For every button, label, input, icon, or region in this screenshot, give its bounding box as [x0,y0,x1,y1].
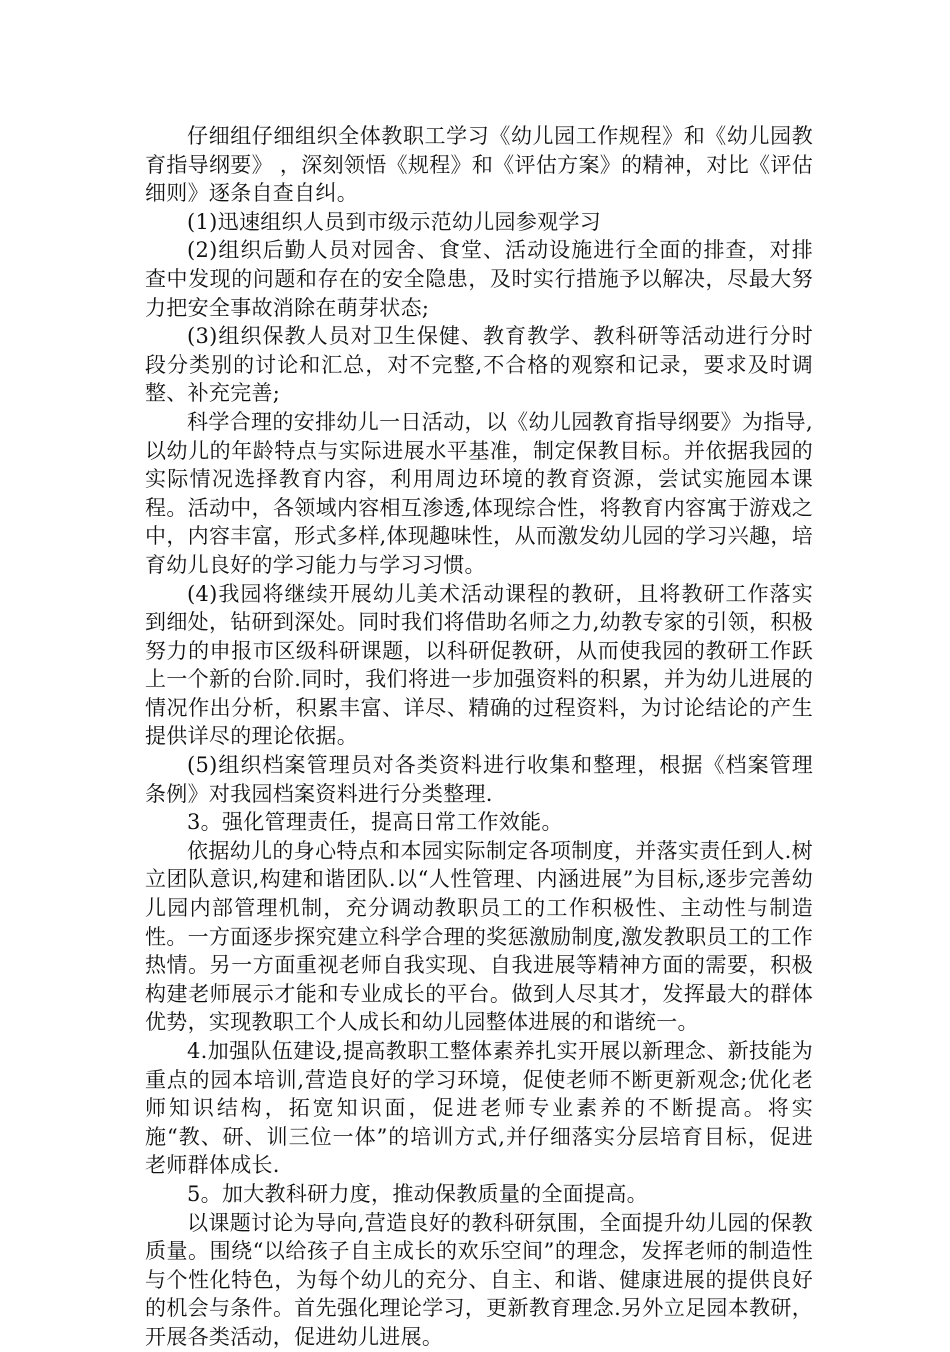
paragraph: 仔细组仔细组织全体教职工学习《幼儿园工作规程》和《幼儿园教育指导纲要》 ，深刻领悟《规程》和《评估方案》的精神，对比《评估细则》逐条自查自纠。 [145,124,813,206]
paragraph: (2)组织后勤人员对园舍、食堂、活动设施进行全面的排查，对排查中发现的问题和存在的安全隐患，及时实行措施予以解决，尽最大努力把安全事故消除在萌芽状态; [145,238,813,320]
paragraph: (3)组织保教人员对卫生保健、教育教学、教科研等活动进行分时段分类别的讨论和汇总，对不完整,不合格的观察和记录，要求及时调整、补充完善; [145,324,813,406]
paragraph: 依据幼儿的身心特点和本园实际制定各项制度，并落实责任到人.树立团队意识,构建和谐团队.以“人性管理、内涵进展”为目标,逐步完善幼儿园内部管理机制，充分调动教职员工的工作积极性、主动性与制造性。一方面逐步探究建立科学合理的奖惩激励制度,激发教职员工的工作热情。另一方面重视老师自我实现、自我进展等精神方面的需要，积极构建老师展示才能和专业成长的平台。做到人尽其才，发挥最大的群体优势，实现教职工个人成长和幼儿园整体进展的和谐统一。 [145,838,813,1035]
paragraph: 4.加强队伍建设,提高教职工整体素养扎实开展以新理念、新技能为重点的园本培训,营造良好的学习环境，促使老师不断更新观念;优化老师知识结构，拓宽知识面，促进老师专业素养的不断提高。将实施“教、研、训三位一体”的培训方式,并仔细落实分层培育目标，促进老师群体成长. [145,1039,813,1178]
paragraph: (4)我园将继续开展幼儿美术活动课程的教研，且将教研工作落实到细处，钻研到深处。同时我们将借助名师之力,幼教专家的引领，积极努力的申报市区级科研课题，以科研促教研，从而使我园的教研工作跃上一个新的台阶.同时，我们将进一步加强资料的积累，并为幼儿进展的情况作出分析，积累丰富、详尽、精确的过程资料，为讨论结论的产生提供详尽的理论依据。 [145,581,813,749]
paragraph: (5)组织档案管理员对各类资料进行收集和整理，根据《档案管理条例》对我园档案资料进行分类整理. [145,753,813,806]
paragraph: 5。加大教科研力度，推动保教质量的全面提高。 [187,1181,648,1206]
paragraph: 以课题讨论为导向,营造良好的教科研氛围，全面提升幼儿园的保教质量。围绕“以给孩子自主成长的欢乐空间”的理念，发挥老师的制造性与个性化特色，为每个幼儿的充分、自主、和谐、健康进展的提供良好的机会与条件。首先强化理论学习，更新教育理念.另外立足园本教研，开展各类活动，促进幼儿进展。 [145,1210,813,1349]
paragraph: 科学合理的安排幼儿一日活动，以《幼儿园教育指导纲要》为指导,以幼儿的年龄特点与实际进展水平基准，制定保教目标。并依据我园的实际情况选择教育内容，利用周边环境的教育资源，尝试实施园本课程。活动中，各领域内容相互渗透,体现综合性，将教育内容寓于游戏之中，内容丰富，形式多样,体现趣味性，从而激发幼儿园的学习兴趣，培育幼儿良好的学习能力与学习习惯。 [145,409,813,577]
paragraph: (1)迅速组织人员到市级示范幼儿园参观学习 [187,209,602,234]
document-body [145,122,813,1352]
paragraph: 3。强化管理责任，提高日常工作效能。 [187,810,563,835]
